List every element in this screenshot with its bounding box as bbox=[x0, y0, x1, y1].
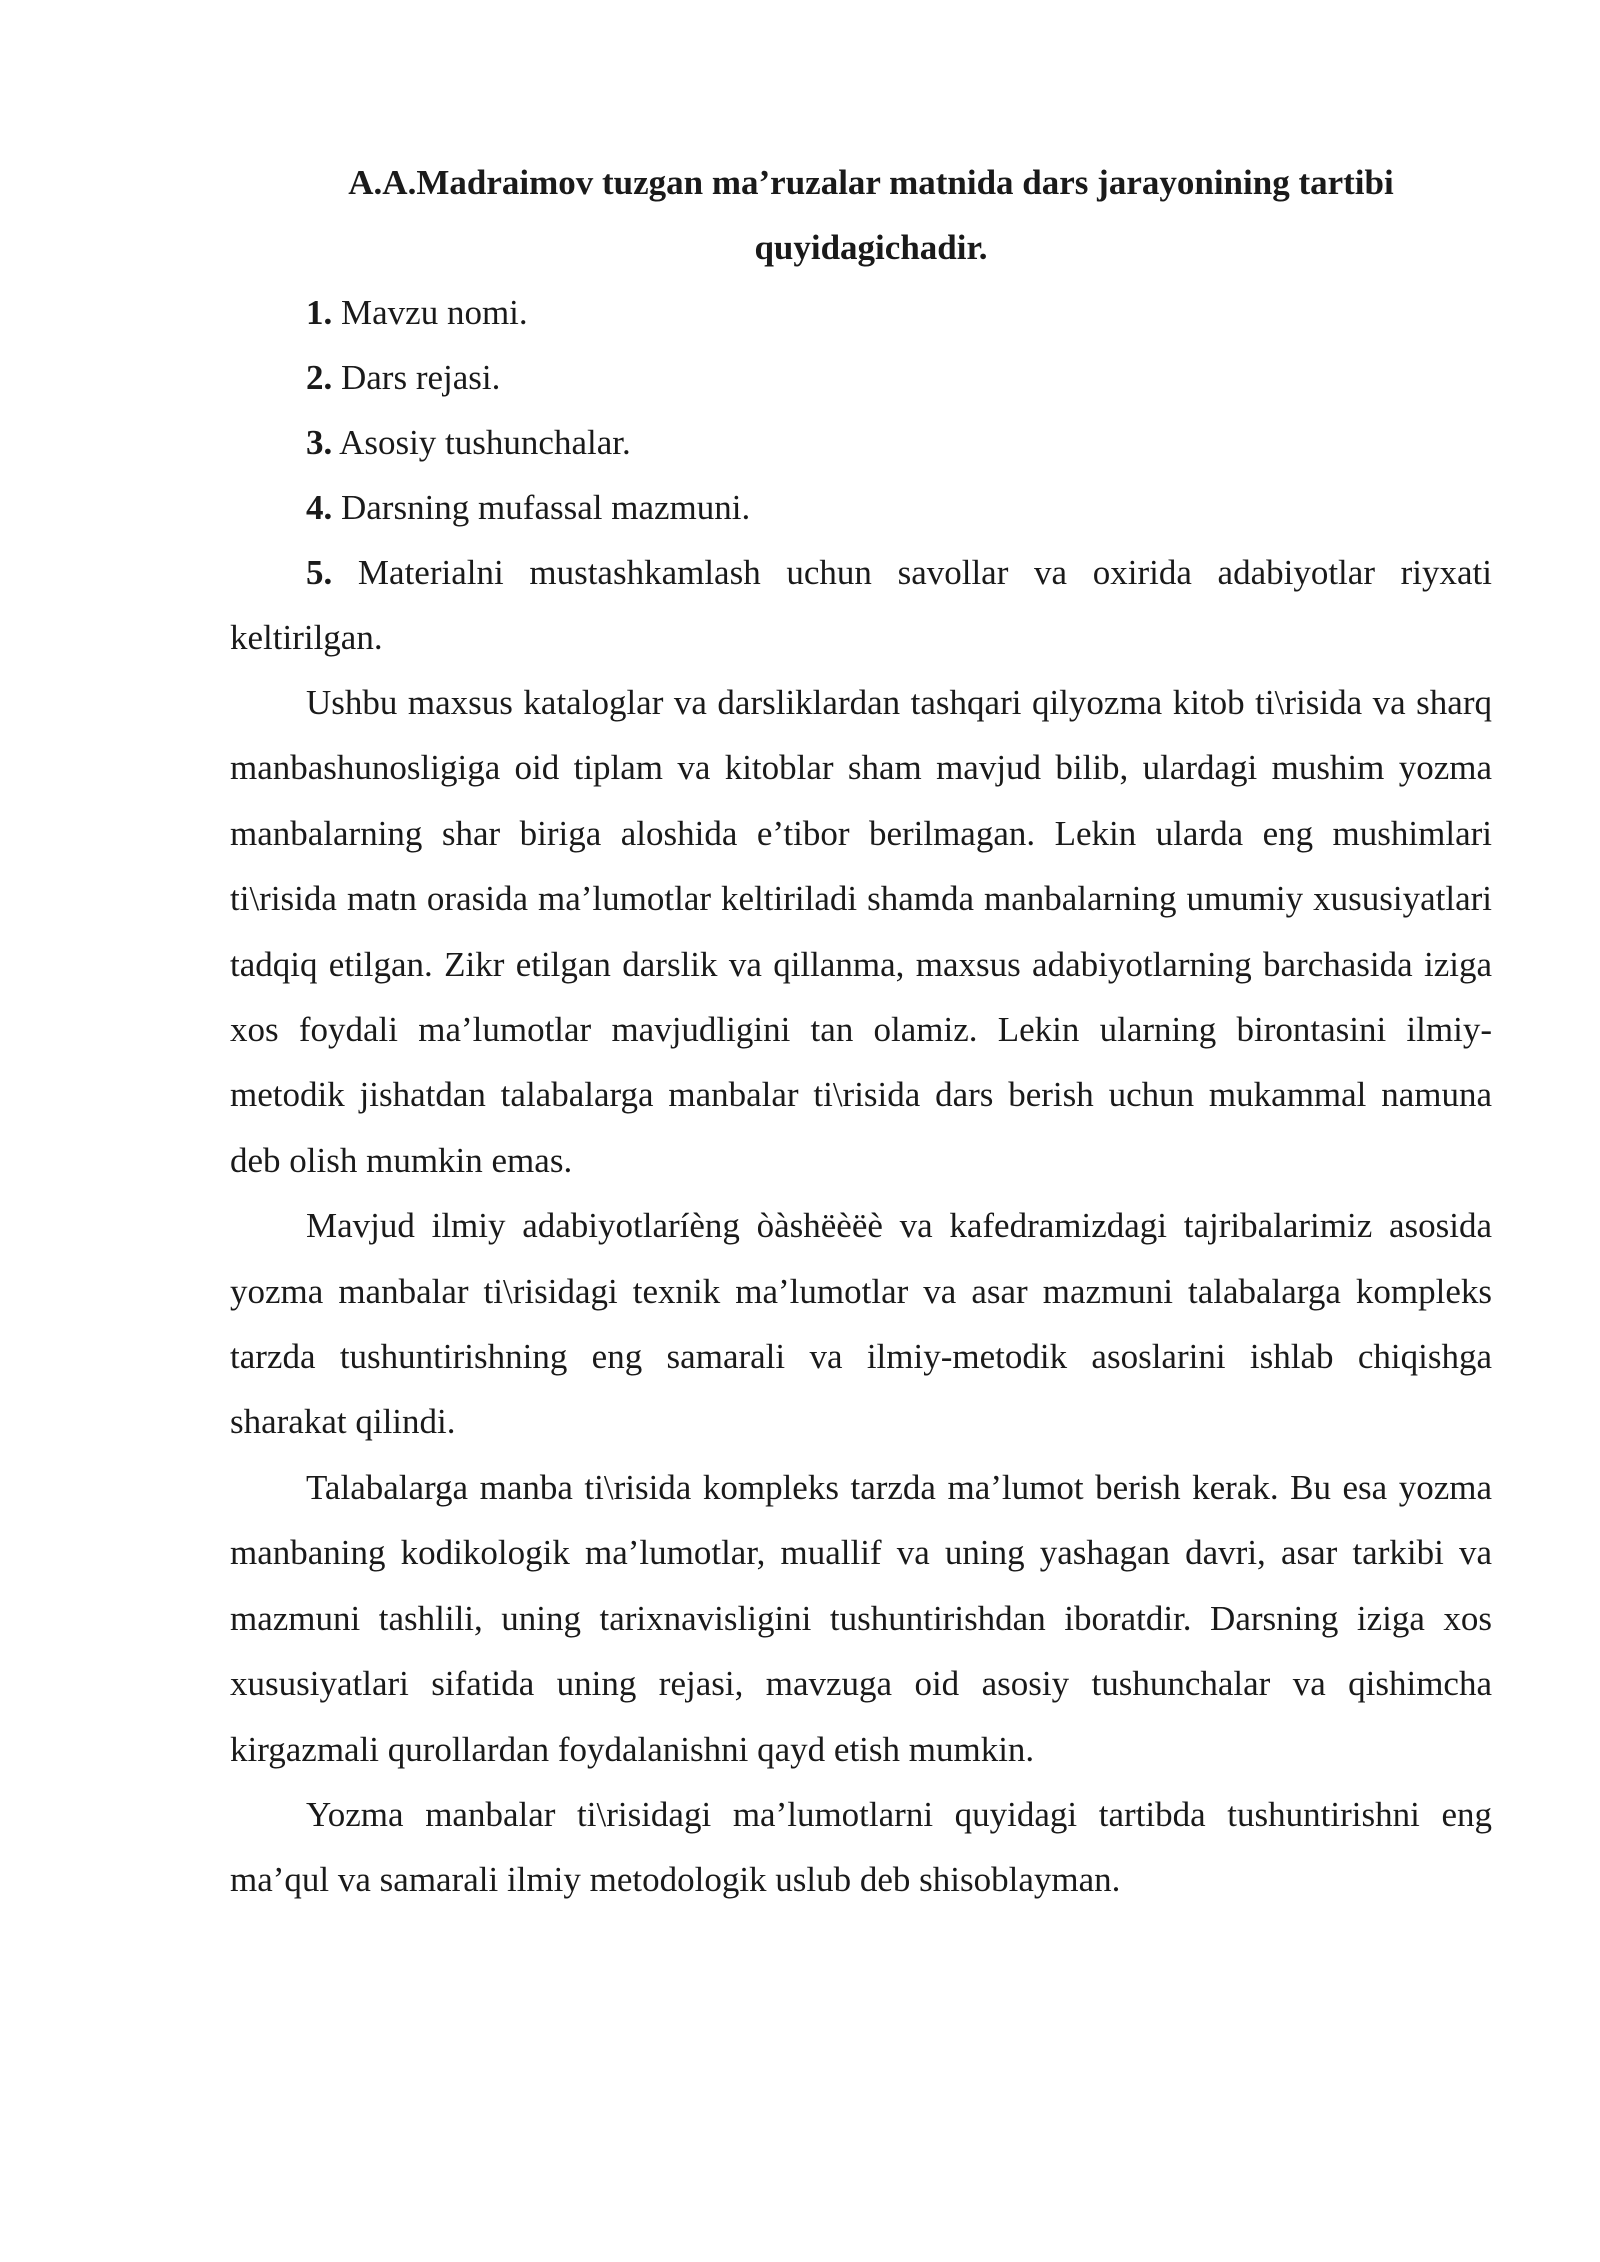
list-item bbox=[230, 410, 1492, 475]
lesson-order-list bbox=[230, 280, 1492, 670]
body-paragraph: Yozma manbalar ti\risidagi ma’lumotlarni quyidagi tartibda tushuntirishni eng ma’qul va samarali ilmiy metodologik uslub deb shisoblayman. bbox=[230, 1794, 1492, 1900]
list-item-number: 3. bbox=[306, 423, 333, 462]
document-page bbox=[230, 150, 1492, 1913]
list-item bbox=[230, 345, 1492, 410]
list-item-number: 1. bbox=[306, 293, 333, 332]
list-item-text: Dars rejasi. bbox=[332, 358, 501, 397]
list-item-text: Materialni mustashkamlash uchun savollar va oxirida adabiyotlar riyxati keltirilgan. bbox=[230, 553, 1492, 657]
list-item bbox=[230, 475, 1492, 540]
list-item bbox=[230, 280, 1492, 345]
list-item-text: Mavzu nomi. bbox=[332, 293, 528, 332]
list-item bbox=[230, 540, 1492, 670]
body-paragraph: Mavjud ilmiy adabiyotlaríèng òàshëèëè va kafedramizdagi tajribalarimiz asosida yozma manbalar ti\risidagi texnik ma’lumotlar va asar mazmuni talabalarga kompleks tarzda tushuntirishning eng samarali va ilmiy-metodik asoslarini ishlab chiqishga sharakat qilindi. bbox=[230, 1206, 1492, 1442]
list-item-text: Asosiy tushunchalar. bbox=[332, 423, 631, 462]
list-item-number: 2. bbox=[306, 358, 333, 397]
list-item-text: Darsning mufassal mazmuni. bbox=[332, 488, 751, 527]
document-title: A.A.Madraimov tuzgan ma’ruzalar matnida dars jarayonining tartibi quyidagichadir. bbox=[348, 163, 1394, 267]
list-item-number: 5. bbox=[306, 553, 333, 592]
body-paragraph: Talabalarga manba ti\risida kompleks tarzda ma’lumot berish kerak. Bu esa yozma manbaning kodikologik ma’lumotlar, muallif va uning yashagan davri, asar tarkibi va mazmuni tashlili, uning tarixnavisligini tushuntirishdan iboratdir. Darsning iziga xos xususiyatlari sifatida uning rejasi, mavzuga oid asosiy tushunchalar va qishimcha kirgazmali qurollardan foydalanishni qayd etish mumkin. bbox=[230, 1467, 1492, 1769]
body-paragraph: Ushbu maxsus kataloglar va darsliklardan tashqari qilyozma kitob ti\risida va sharq manbashunosligiga oid tiplam va kitoblar sham mavjud bilib, ulardagi mushim yozma manbalarning shar biriga aloshida e’tibor berilmagan. Lekin ularda eng mushimlari ti\risida matn orasida ma’lumotlar keltiriladi shamda manbalarning umumiy xususiyatlari tadqiq etilgan. Zikr etilgan darslik va qillanma, maxsus adabiyotlarning barchasida iziga xos foydali ma’lumotlar mavjudligini tan olamiz. Lekin ularning birontasini ilmiy-metodik jishatdan talabalarga manbalar ti\risida dars berish uchun mukammal namuna deb olish mumkin emas. bbox=[230, 683, 1492, 1180]
list-item-number: 4. bbox=[306, 488, 333, 527]
